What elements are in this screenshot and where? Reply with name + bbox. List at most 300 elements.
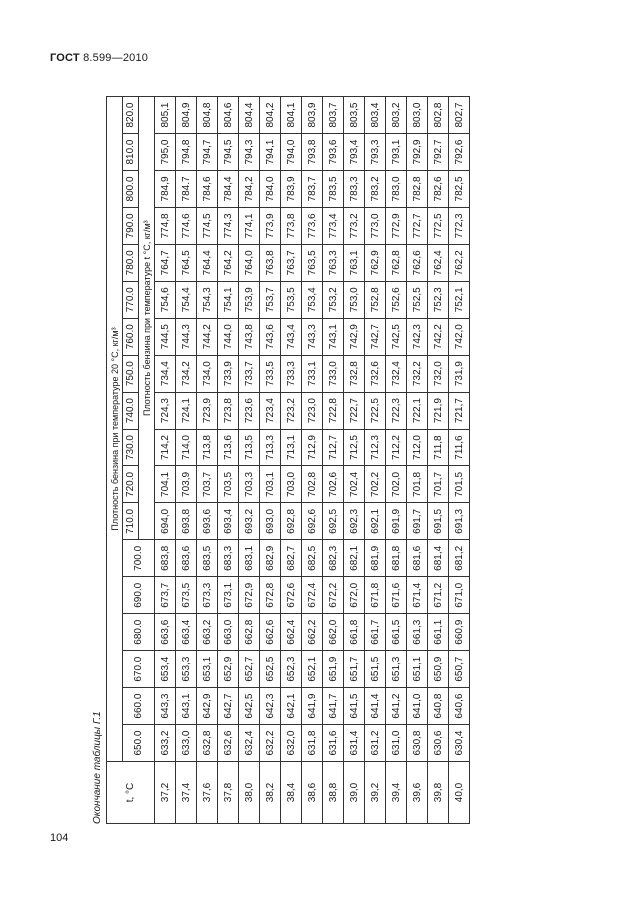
density-cell: 783,7: [302, 171, 323, 208]
density-cell: 703,1: [260, 466, 281, 503]
density-cell: 671,4: [407, 577, 428, 614]
density-cell: 762,8: [386, 244, 407, 281]
density-cell: 691,3: [449, 503, 470, 540]
density-cell: 733,5: [260, 355, 281, 392]
density-cell: 691,7: [407, 503, 428, 540]
density-cell: 712,3: [365, 429, 386, 466]
density-cell: 691,5: [428, 503, 449, 540]
density-cell: 714,0: [176, 429, 197, 466]
density-cell: 794,5: [218, 134, 239, 171]
density-cell: 683,6: [176, 540, 197, 577]
density-cell: 803,5: [344, 97, 365, 134]
density-cell: 650,7: [449, 651, 470, 688]
density-cell: 732,0: [428, 355, 449, 392]
density-column-header: 820.0: [123, 97, 139, 134]
table-row: [260, 97, 281, 824]
density-cell: 764,0: [239, 244, 260, 281]
density-cell: 742,7: [365, 318, 386, 355]
density-cell: 721,7: [449, 392, 470, 429]
density-cell: 630,6: [428, 725, 449, 762]
density-column-header: 680.0: [123, 614, 155, 651]
density-cell: 631,8: [302, 725, 323, 762]
density-cell: 782,8: [407, 171, 428, 208]
density-cell: 650,9: [428, 651, 449, 688]
density-cell: 763,7: [281, 244, 302, 281]
density-cell: 723,8: [218, 392, 239, 429]
density-cell: 734,4: [155, 355, 176, 392]
density-cell: 641,9: [302, 688, 323, 725]
temperature-cell: 39,0: [344, 762, 365, 824]
density-cell: 803,0: [407, 97, 428, 134]
density-cell: 742,0: [449, 318, 470, 355]
density-cell: 702,8: [302, 466, 323, 503]
density-cell: 682,7: [281, 540, 302, 577]
density-cell: 772,3: [449, 207, 470, 244]
density-cell: 783,2: [365, 171, 386, 208]
density-cell: 631,4: [344, 725, 365, 762]
density-cell: 753,7: [260, 281, 281, 318]
density-cell: 672,6: [281, 577, 302, 614]
density-cell: 752,1: [449, 281, 470, 318]
density-cell: 803,9: [302, 97, 323, 134]
density-cell: 792,9: [407, 134, 428, 171]
density-cell: 693,0: [260, 503, 281, 540]
density-cell: 633,2: [155, 725, 176, 762]
table-row: [407, 97, 428, 824]
density-cell: 661,7: [365, 614, 386, 651]
table-row: [365, 97, 386, 824]
density-cell: 744,3: [176, 318, 197, 355]
density-cell: 663,0: [218, 614, 239, 651]
density-cell: 732,8: [344, 355, 365, 392]
density-cell: 763,8: [260, 244, 281, 281]
density-cell: 784,0: [260, 171, 281, 208]
density-cell: 783,9: [281, 171, 302, 208]
table-row: [218, 97, 239, 824]
table-row: [281, 97, 302, 824]
density-cell: 784,6: [197, 171, 218, 208]
density-cell: 762,4: [428, 244, 449, 281]
temperature-cell: 39,2: [365, 762, 386, 824]
temperature-cell: 38,4: [281, 762, 302, 824]
table-row: [155, 97, 176, 824]
density-cell: 703,3: [239, 466, 260, 503]
density-cell: 663,2: [197, 614, 218, 651]
density-cell: 681,9: [365, 540, 386, 577]
density-cell: 660,9: [449, 614, 470, 651]
density-column-header: 740.0: [123, 392, 139, 429]
density-cell: 661,8: [344, 614, 365, 651]
density-cell: 723,0: [302, 392, 323, 429]
density-cell: 702,2: [365, 466, 386, 503]
density-cell: 631,2: [365, 725, 386, 762]
density-cell: 633,0: [176, 725, 197, 762]
density-column-header: 730.0: [123, 429, 139, 466]
density-cell: 802,8: [428, 97, 449, 134]
density-cell: 731,9: [449, 355, 470, 392]
density-cell: 713,1: [281, 429, 302, 466]
density-cell: 752,3: [428, 281, 449, 318]
density-cell: 733,1: [302, 355, 323, 392]
density-cell: 803,2: [386, 97, 407, 134]
density-column-header: 700.0: [123, 540, 155, 577]
density-cell: 773,0: [365, 207, 386, 244]
page-number: 104: [50, 832, 69, 844]
density-cell: 652,5: [260, 651, 281, 688]
density-cell: 804,4: [239, 97, 260, 134]
density-cell: 682,3: [323, 540, 344, 577]
density-cell: 732,4: [386, 355, 407, 392]
density-cell: 753,0: [344, 281, 365, 318]
density-cell: 795,0: [155, 134, 176, 171]
density-cell: 712,5: [344, 429, 365, 466]
density-cell: 692,6: [302, 503, 323, 540]
density-cell: 754,6: [155, 281, 176, 318]
document-header: [50, 52, 148, 64]
density-cell: 673,7: [155, 577, 176, 614]
density-cell: 783,3: [344, 171, 365, 208]
density-cell: 763,1: [344, 244, 365, 281]
density-cell: 711,6: [449, 429, 470, 466]
table-row: [449, 97, 470, 824]
density-cell: 742,9: [344, 318, 365, 355]
density-cell: 713,8: [197, 429, 218, 466]
density-cell: 774,1: [239, 207, 260, 244]
density-cell: 642,7: [218, 688, 239, 725]
density-cell: 672,8: [260, 577, 281, 614]
density-cell: 713,3: [260, 429, 281, 466]
density-cell: 713,6: [218, 429, 239, 466]
density-cell: 794,7: [197, 134, 218, 171]
density-cell: 642,3: [260, 688, 281, 725]
density-cell: 692,1: [365, 503, 386, 540]
density-cell: 671,8: [365, 577, 386, 614]
temperature-cell: 37,2: [155, 762, 176, 824]
density-cell: 632,0: [281, 725, 302, 762]
density-cell: 722,5: [365, 392, 386, 429]
density-cell: 691,9: [386, 503, 407, 540]
density-cell: 723,4: [260, 392, 281, 429]
density-cell: 754,3: [197, 281, 218, 318]
density-cell: 712,9: [302, 429, 323, 466]
density-cell: 683,3: [218, 540, 239, 577]
density-cell: 642,5: [239, 688, 260, 725]
density-cell: 672,9: [239, 577, 260, 614]
temperature-cell: 38,0: [239, 762, 260, 824]
density-cell: 783,0: [386, 171, 407, 208]
density-cell: 672,2: [323, 577, 344, 614]
table-row: [302, 97, 323, 824]
density-cell: 754,4: [176, 281, 197, 318]
density-cell: 641,5: [344, 688, 365, 725]
density-cell: 653,3: [176, 651, 197, 688]
density-cell: 793,4: [344, 134, 365, 171]
density-cell: 804,6: [218, 97, 239, 134]
density-cell: 712,7: [323, 429, 344, 466]
density-cell: 681,4: [428, 540, 449, 577]
density-cell: 671,2: [428, 577, 449, 614]
density-cell: 722,3: [386, 392, 407, 429]
temperature-cell: 39,6: [407, 762, 428, 824]
density-cell: 804,9: [176, 97, 197, 134]
density-cell: 661,5: [386, 614, 407, 651]
density-cell: 642,9: [197, 688, 218, 725]
temperature-cell: 39,4: [386, 762, 407, 824]
density-column-header: 770.0: [123, 281, 139, 318]
density-cell: 752,5: [407, 281, 428, 318]
density-cell: 784,9: [155, 171, 176, 208]
density-subgroup-header: Плотность бензина при температуре t °C, кг/м³: [139, 97, 155, 540]
density-cell: 643,3: [155, 688, 176, 725]
density-cell: 692,5: [323, 503, 344, 540]
density-cell: 683,1: [239, 540, 260, 577]
density-cell: 682,1: [344, 540, 365, 577]
density-cell: 793,3: [365, 134, 386, 171]
table-row: [386, 97, 407, 824]
density-cell: 794,8: [176, 134, 197, 171]
density-cell: 753,4: [302, 281, 323, 318]
standard-code: ГОСТ: [50, 52, 80, 64]
density-cell: 681,6: [407, 540, 428, 577]
density-cell: 764,7: [155, 244, 176, 281]
density-cell: 794,0: [281, 134, 302, 171]
density-cell: 693,2: [239, 503, 260, 540]
density-cell: 651,3: [386, 651, 407, 688]
density-cell: 651,7: [344, 651, 365, 688]
density-cell: 671,6: [386, 577, 407, 614]
density-cell: 662,6: [260, 614, 281, 651]
temperature-cell: 37,4: [176, 762, 197, 824]
density-cell: 723,6: [239, 392, 260, 429]
density-column-header: 660.0: [123, 688, 155, 725]
density-cell: 701,8: [407, 466, 428, 503]
density-cell: 702,0: [386, 466, 407, 503]
density-cell: 704,1: [155, 466, 176, 503]
density-cell: 663,4: [176, 614, 197, 651]
table-row: [176, 97, 197, 824]
density-cell: 762,9: [365, 244, 386, 281]
density-cell: 641,4: [365, 688, 386, 725]
density-cell: 693,6: [197, 503, 218, 540]
density-cell: 692,8: [281, 503, 302, 540]
density-cell: 732,2: [407, 355, 428, 392]
density-cell: 782,6: [428, 171, 449, 208]
density-column-header: 800.0: [123, 171, 139, 208]
density-cell: 743,4: [281, 318, 302, 355]
density-cell: 784,2: [239, 171, 260, 208]
density-cell: 721,9: [428, 392, 449, 429]
density-cell: 723,9: [197, 392, 218, 429]
density-cell: 792,6: [449, 134, 470, 171]
density-cell: 773,9: [260, 207, 281, 244]
density-column-header: 670.0: [123, 651, 155, 688]
density-cell: 653,1: [197, 651, 218, 688]
density-cell: 793,8: [302, 134, 323, 171]
density-cell: 663,6: [155, 614, 176, 651]
density-cell: 640,6: [449, 688, 470, 725]
density-cell: 661,1: [428, 614, 449, 651]
table-row: [428, 97, 449, 824]
density-cell: 793,6: [323, 134, 344, 171]
density-cell: 712,0: [407, 429, 428, 466]
density-cell: 784,4: [218, 171, 239, 208]
density-cell: 683,8: [155, 540, 176, 577]
density-cell: 662,8: [239, 614, 260, 651]
density-column-header: 750.0: [123, 355, 139, 392]
density-cell: 701,5: [449, 466, 470, 503]
table-row: [323, 97, 344, 824]
density-cell: 742,2: [428, 318, 449, 355]
density-cell: 662,2: [302, 614, 323, 651]
density-cell: 723,2: [281, 392, 302, 429]
density-cell: 772,7: [407, 207, 428, 244]
density-cell: 764,4: [197, 244, 218, 281]
density-cell: 762,2: [449, 244, 470, 281]
density-cell: 763,5: [302, 244, 323, 281]
density-cell: 661,3: [407, 614, 428, 651]
density-cell: 692,3: [344, 503, 365, 540]
density-cell: 734,0: [197, 355, 218, 392]
density-cell: 743,8: [239, 318, 260, 355]
density-cell: 744,5: [155, 318, 176, 355]
density-cell: 743,3: [302, 318, 323, 355]
density-cell: 643,1: [176, 688, 197, 725]
density-cell: 772,9: [386, 207, 407, 244]
density-cell: 784.7: [176, 171, 197, 208]
density-cell: 743,1: [323, 318, 344, 355]
density-cell: 703,9: [176, 466, 197, 503]
temperature-cell: 39,8: [428, 762, 449, 824]
density-cell: 734,2: [176, 355, 197, 392]
density-cell: 804,2: [260, 97, 281, 134]
density-cell: 693,4: [218, 503, 239, 540]
density-cell: 711,8: [428, 429, 449, 466]
density-cell: 802,7: [449, 97, 470, 134]
density-cell: 703,5: [218, 466, 239, 503]
density-column-header: 720.0: [123, 466, 139, 503]
density-column-header: 790.0: [123, 207, 139, 244]
density-cell: 722,1: [407, 392, 428, 429]
temperature-cell: 40,0: [449, 762, 470, 824]
density-cell: 694,0: [155, 503, 176, 540]
density-cell: 703,7: [197, 466, 218, 503]
density-cell: 773,6: [302, 207, 323, 244]
density-cell: 722,8: [323, 392, 344, 429]
density-cell: 732,6: [365, 355, 386, 392]
density-cell: 682,9: [260, 540, 281, 577]
density-cell: 803,4: [365, 97, 386, 134]
density-cell: 742,5: [386, 318, 407, 355]
density-cell: 672,4: [302, 577, 323, 614]
density-cell: 641,7: [323, 688, 344, 725]
density-column-header: 710.0: [123, 503, 139, 540]
density-cell: 744,0: [218, 318, 239, 355]
density-cell: 772,5: [428, 207, 449, 244]
density-cell: 753,9: [239, 281, 260, 318]
density-cell: 764,2: [218, 244, 239, 281]
density-cell: 743,6: [260, 318, 281, 355]
table-row: [344, 97, 365, 824]
density-cell: 671,0: [449, 577, 470, 614]
density-cell: 673,3: [197, 577, 218, 614]
density-cell: 805,1: [155, 97, 176, 134]
density-cell: 662,4: [281, 614, 302, 651]
density-cell: 653,4: [155, 651, 176, 688]
density-cell: 794,3: [239, 134, 260, 171]
density-cell: 662,0: [323, 614, 344, 651]
density-cell: 632,4: [239, 725, 260, 762]
density-cell: 632,2: [260, 725, 281, 762]
density-cell: 714,2: [155, 429, 176, 466]
density-cell: 652,9: [218, 651, 239, 688]
density-cell: 632,8: [197, 725, 218, 762]
density-cell: 681,8: [386, 540, 407, 577]
density-column-header: 690.0: [123, 577, 155, 614]
density-cell: 804,1: [281, 97, 302, 134]
density-group-header: Плотность бензина при температуре 20 °C, кг/м³: [107, 97, 123, 762]
temperature-cell: 38,8: [323, 762, 344, 824]
density-cell: 753,2: [323, 281, 344, 318]
density-cell: 651,1: [407, 651, 428, 688]
density-cell: 683,5: [197, 540, 218, 577]
density-cell: 651,5: [365, 651, 386, 688]
temperature-cell: 37,8: [218, 762, 239, 824]
density-cell: 752,6: [386, 281, 407, 318]
table-row: [239, 97, 260, 824]
density-cell: 773,2: [344, 207, 365, 244]
density-cell: 682,5: [302, 540, 323, 577]
density-cell: 794,1: [260, 134, 281, 171]
density-cell: 701,7: [428, 466, 449, 503]
density-cell: 773,4: [323, 207, 344, 244]
density-cell: 631,0: [386, 725, 407, 762]
density-cell: 702,4: [344, 466, 365, 503]
density-column-header: 810.0: [123, 134, 139, 171]
density-cell: 733,7: [239, 355, 260, 392]
temperature-cell: 38,6: [302, 762, 323, 824]
density-cell: 681,2: [449, 540, 470, 577]
density-cell: 733,0: [323, 355, 344, 392]
density-table: [106, 96, 470, 824]
density-cell: 630,4: [449, 725, 470, 762]
density-cell: 693,8: [176, 503, 197, 540]
density-cell: 793,1: [386, 134, 407, 171]
density-cell: 774,6: [176, 207, 197, 244]
density-cell: 762,6: [407, 244, 428, 281]
density-cell: 782,5: [449, 171, 470, 208]
density-cell: 673,1: [218, 577, 239, 614]
density-column-header: 780.0: [123, 244, 139, 281]
density-cell: 783,5: [323, 171, 344, 208]
density-cell: 742,3: [407, 318, 428, 355]
density-cell: 764,5: [176, 244, 197, 281]
density-cell: 803,7: [323, 97, 344, 134]
temperature-cell: 38,2: [260, 762, 281, 824]
density-cell: 773,8: [281, 207, 302, 244]
density-cell: 792.7: [428, 134, 449, 171]
density-cell: 733,3: [281, 355, 302, 392]
density-cell: 804,8: [197, 97, 218, 134]
density-cell: 672,0: [344, 577, 365, 614]
density-cell: 652,1: [302, 651, 323, 688]
density-cell: 753,5: [281, 281, 302, 318]
density-cell: 774,3: [218, 207, 239, 244]
table-caption: Окончание таблицы Г.1: [92, 711, 103, 824]
density-cell: 724,1: [176, 392, 197, 429]
density-column-header: 650.0: [123, 725, 155, 762]
density-cell: 774,8: [155, 207, 176, 244]
density-cell: 631,6: [323, 725, 344, 762]
